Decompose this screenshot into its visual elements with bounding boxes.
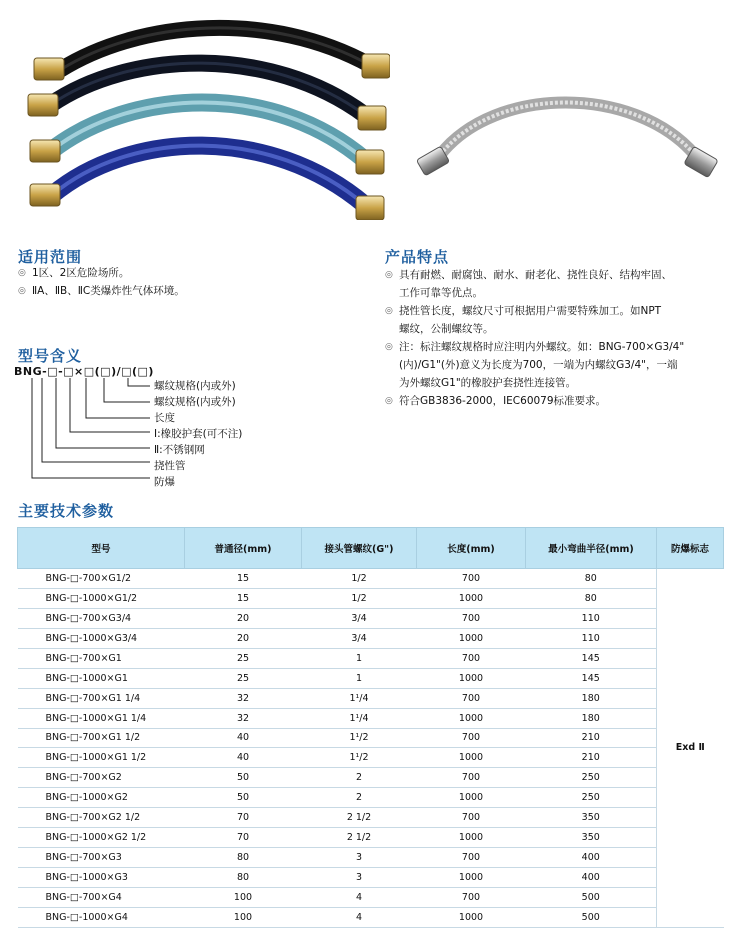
- table-header-row: [18, 528, 724, 569]
- specs-title: 主要技术参数: [18, 502, 115, 520]
- cell-bore: 40: [185, 748, 302, 768]
- col-header-model: 型号: [18, 528, 185, 569]
- table-row: [18, 828, 724, 848]
- cell-radius: 110: [526, 628, 657, 648]
- cell-radius: 250: [526, 768, 657, 788]
- cell-length: 700: [417, 648, 526, 668]
- list-item: ◎ ⅡA、ⅡB、ⅡC类爆炸性气体环境。: [18, 282, 185, 300]
- legend-item: 螺纹规格(内或外): [154, 380, 236, 392]
- cell-thread: 2: [302, 788, 417, 808]
- cell-radius: 180: [526, 688, 657, 708]
- table-row: [18, 768, 724, 788]
- braided-hose-photo: [405, 80, 730, 190]
- bullet-icon: ◎: [18, 268, 26, 278]
- cell-radius: 250: [526, 788, 657, 808]
- table-row: [18, 748, 724, 768]
- bullet-icon: ◎: [385, 306, 393, 316]
- cell-length: 1000: [417, 628, 526, 648]
- table-row: [18, 868, 724, 888]
- cell-model: BNG-□-1000×G1/2: [18, 588, 185, 608]
- cell-thread: 1: [302, 668, 417, 688]
- table-row: [18, 708, 724, 728]
- cell-model: BNG-□-700×G3/4: [18, 608, 185, 628]
- cell-radius: 400: [526, 868, 657, 888]
- model-code: BNG-□-□×□(□)/□(□): [14, 365, 154, 378]
- cell-thread: 2: [302, 768, 417, 788]
- cell-bore: 80: [185, 868, 302, 888]
- scope-title: 适用范围: [18, 248, 83, 266]
- col-header-radius: 最小弯曲半径(mm): [526, 528, 657, 569]
- cell-radius: 210: [526, 748, 657, 768]
- cell-thread: 3: [302, 868, 417, 888]
- cell-model: BNG-□-700×G2 1/2: [18, 808, 185, 828]
- cell-length: 1000: [417, 868, 526, 888]
- cell-bore: 100: [185, 888, 302, 908]
- legend-item: Ⅱ:不锈钢网: [154, 444, 205, 456]
- legend-item: 挠性管: [154, 460, 186, 472]
- cell-radius: 350: [526, 828, 657, 848]
- table-row: [18, 808, 724, 828]
- cell-thread: 1/2: [302, 569, 417, 589]
- col-header-thread: 接头管螺纹(G"): [302, 528, 417, 569]
- legend-item: 长度: [154, 412, 175, 424]
- cell-length: 1000: [417, 748, 526, 768]
- cell-thread: 1¹/4: [302, 708, 417, 728]
- cell-radius: 80: [526, 569, 657, 589]
- cell-bore: 32: [185, 688, 302, 708]
- cell-model: BNG-□-700×G1: [18, 648, 185, 668]
- rubber-hoses-photo: [20, 10, 390, 220]
- cell-radius: 500: [526, 888, 657, 908]
- cell-bore: 80: [185, 848, 302, 868]
- cell-thread: 3/4: [302, 608, 417, 628]
- cell-bore: 20: [185, 628, 302, 648]
- cell-bore: 50: [185, 768, 302, 788]
- legend-item: 防爆: [154, 476, 175, 488]
- cell-thread: 4: [302, 907, 417, 927]
- list-item: ◎ 1区、2区危险场所。: [18, 264, 185, 282]
- col-header-mark: 防爆标志: [657, 528, 724, 569]
- cell-model: BNG-□-1000×G1: [18, 668, 185, 688]
- cell-bore: 70: [185, 828, 302, 848]
- cell-length: 1000: [417, 828, 526, 848]
- cell-length: 700: [417, 728, 526, 748]
- cell-length: 700: [417, 808, 526, 828]
- table-row: [18, 569, 724, 589]
- cell-explosion-mark: Exd Ⅱ: [657, 569, 724, 928]
- list-item: ◎ 挠性管长度，螺纹尺寸可根据用户需要特殊加工。如NPT 螺纹，公制螺纹等。: [385, 302, 730, 338]
- cell-length: 700: [417, 608, 526, 628]
- features-list: [385, 266, 730, 410]
- cell-model: BNG-□-1000×G2: [18, 788, 185, 808]
- cell-thread: 4: [302, 888, 417, 908]
- bullet-icon: ◎: [385, 342, 393, 352]
- cell-thread: 1¹/4: [302, 688, 417, 708]
- cell-bore: 25: [185, 668, 302, 688]
- cell-length: 700: [417, 848, 526, 868]
- cell-model: BNG-□-1000×G4: [18, 907, 185, 927]
- table-row: [18, 788, 724, 808]
- table-row: [18, 608, 724, 628]
- bullet-icon: ◎: [385, 396, 393, 406]
- table-row: [18, 588, 724, 608]
- cell-length: 1000: [417, 788, 526, 808]
- cell-thread: 1: [302, 648, 417, 668]
- table-row: [18, 648, 724, 668]
- cell-length: 700: [417, 688, 526, 708]
- cell-bore: 70: [185, 808, 302, 828]
- legend-item: 螺纹规格(内或外): [154, 396, 236, 408]
- features-title: 产品特点: [385, 248, 450, 266]
- cell-radius: 145: [526, 648, 657, 668]
- cell-thread: 2 1/2: [302, 828, 417, 848]
- cell-thread: 3: [302, 848, 417, 868]
- table-row: [18, 888, 724, 908]
- table-row: [18, 907, 724, 927]
- cell-model: BNG-□-1000×G2 1/2: [18, 828, 185, 848]
- list-item: ◎ 注：标注螺纹规格时应注明内外螺纹。如：BNG-700×G3/4" (内)/G1"(外)意义为长度为700，一端为内螺纹G3/4"，一端 为外螺纹G1"的橡胶护套挠性连接管。: [385, 338, 730, 392]
- cell-thread: 2 1/2: [302, 808, 417, 828]
- cell-bore: 15: [185, 588, 302, 608]
- cell-radius: 400: [526, 848, 657, 868]
- cell-radius: 180: [526, 708, 657, 728]
- cell-bore: 25: [185, 648, 302, 668]
- list-item: ◎ 具有耐燃、耐腐蚀、耐水、耐老化、挠性良好、结构牢固、 工作可靠等优点。: [385, 266, 730, 302]
- cell-model: BNG-□-700×G2: [18, 768, 185, 788]
- specs-table: [17, 527, 724, 928]
- cell-thread: 1/2: [302, 588, 417, 608]
- cell-length: 700: [417, 768, 526, 788]
- cell-thread: 1¹/2: [302, 748, 417, 768]
- cell-bore: 15: [185, 569, 302, 589]
- cell-length: 1000: [417, 588, 526, 608]
- cell-length: 1000: [417, 708, 526, 728]
- cell-length: 1000: [417, 907, 526, 927]
- list-item: ◎ 符合GB3836-2000，IEC60079标准要求。: [385, 392, 730, 410]
- bullet-icon: ◎: [385, 270, 393, 280]
- cell-model: BNG-□-1000×G1 1/2: [18, 748, 185, 768]
- cell-radius: 110: [526, 608, 657, 628]
- model-legend-lines: [30, 378, 155, 488]
- cell-radius: 210: [526, 728, 657, 748]
- cell-bore: 40: [185, 728, 302, 748]
- cell-thread: 1¹/2: [302, 728, 417, 748]
- cell-radius: 500: [526, 907, 657, 927]
- col-header-bore: 普通径(mm): [185, 528, 302, 569]
- cell-radius: 145: [526, 668, 657, 688]
- table-row: [18, 688, 724, 708]
- cell-bore: 20: [185, 608, 302, 628]
- cell-length: 1000: [417, 668, 526, 688]
- table-row: [18, 628, 724, 648]
- cell-model: BNG-□-1000×G3: [18, 868, 185, 888]
- cell-model: BNG-□-700×G4: [18, 888, 185, 908]
- cell-model: BNG-□-700×G1 1/2: [18, 728, 185, 748]
- scope-list: [18, 264, 185, 300]
- cell-thread: 3/4: [302, 628, 417, 648]
- table-row: [18, 728, 724, 748]
- model-legend: [154, 378, 242, 490]
- legend-item: Ⅰ:橡胶护套(可不注): [154, 428, 243, 440]
- cell-model: BNG-□-700×G3: [18, 848, 185, 868]
- cell-radius: 80: [526, 588, 657, 608]
- cell-model: BNG-□-1000×G1 1/4: [18, 708, 185, 728]
- table-row: [18, 848, 724, 868]
- cell-length: 700: [417, 888, 526, 908]
- cell-bore: 100: [185, 907, 302, 927]
- bullet-icon: ◎: [18, 286, 26, 296]
- table-row: [18, 668, 724, 688]
- cell-length: 700: [417, 569, 526, 589]
- cell-model: BNG-□-700×G1 1/4: [18, 688, 185, 708]
- col-header-length: 长度(mm): [417, 528, 526, 569]
- cell-bore: 32: [185, 708, 302, 728]
- cell-model: BNG-□-1000×G3/4: [18, 628, 185, 648]
- model-title: 型号含义: [18, 347, 83, 365]
- cell-model: BNG-□-700×G1/2: [18, 569, 185, 589]
- cell-bore: 50: [185, 788, 302, 808]
- cell-radius: 350: [526, 808, 657, 828]
